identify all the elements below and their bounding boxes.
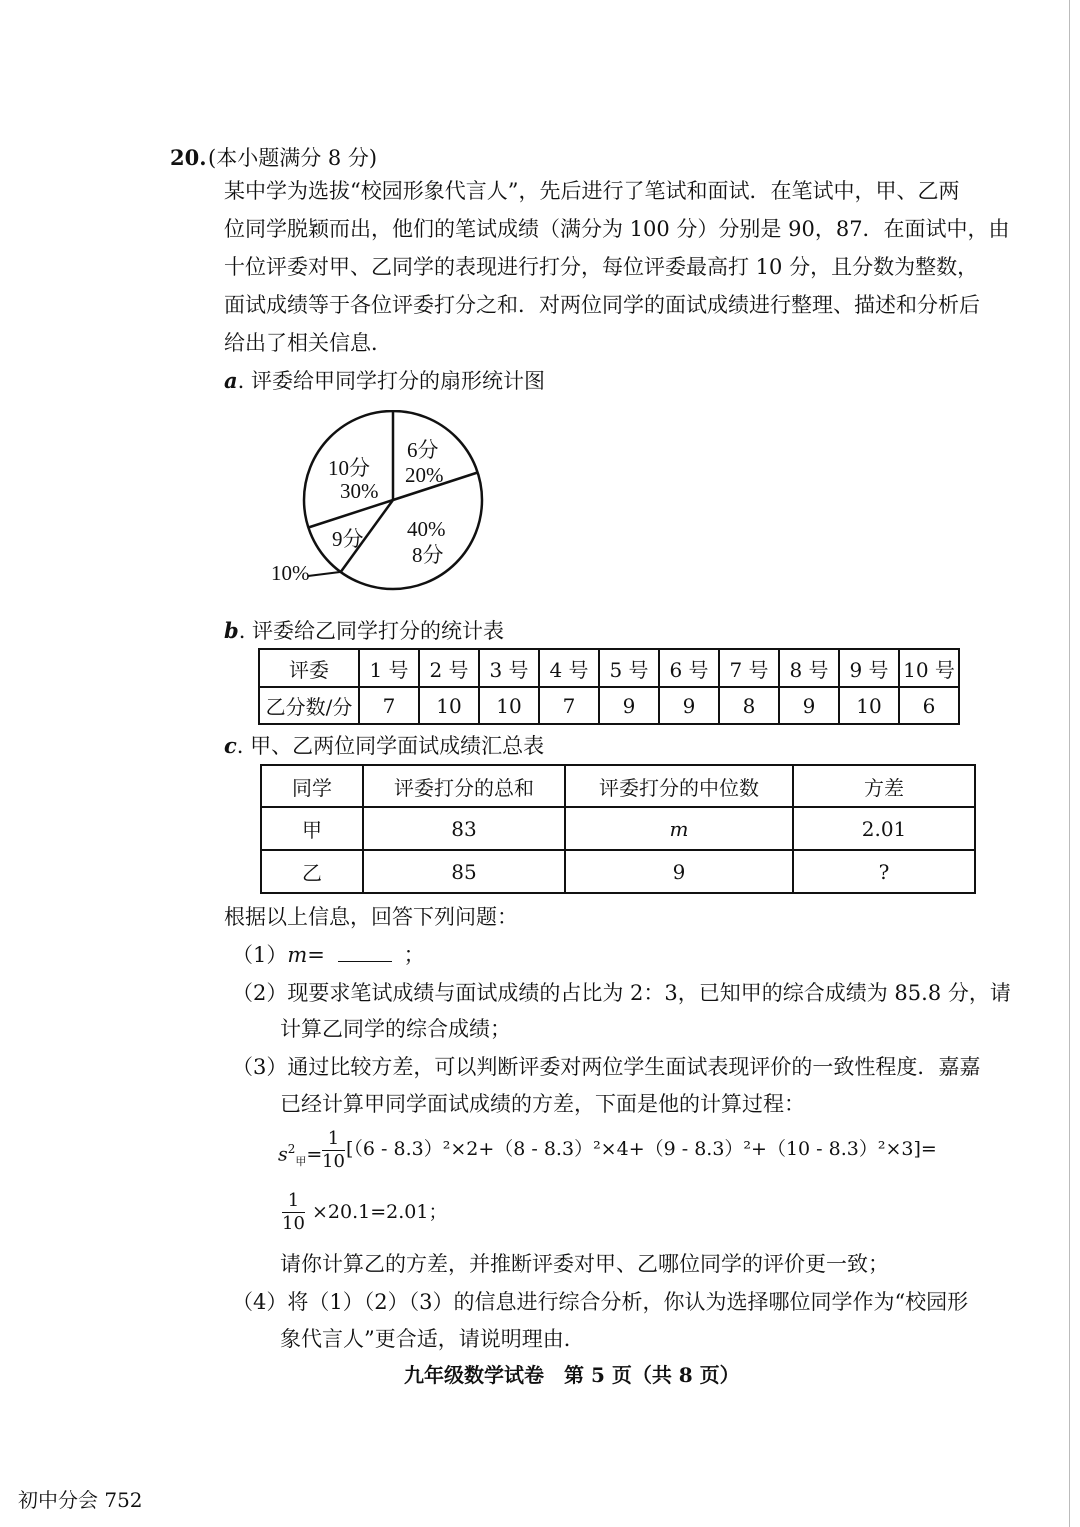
q1-line bbox=[232, 940, 425, 970]
table-b-cell: 9 bbox=[659, 687, 719, 724]
table-b-header-cell: 9 号 bbox=[839, 649, 899, 687]
slice-6-score-label: 6分 bbox=[407, 438, 439, 462]
table-c-row-yi bbox=[261, 850, 975, 893]
table-b-header-cell: 7 号 bbox=[719, 649, 779, 687]
part-b-label: b bbox=[224, 618, 239, 643]
table-b-header-cell: 1 号 bbox=[359, 649, 419, 687]
formula-frac2-num: 1 bbox=[282, 1190, 305, 1213]
part-b-title bbox=[224, 616, 504, 646]
formula-variance-symbol bbox=[278, 1135, 322, 1176]
q1-number: （1） bbox=[232, 943, 288, 967]
formula-result: ×20.1=2.01； bbox=[312, 1201, 448, 1223]
table-c-cell: m bbox=[565, 807, 793, 850]
table-b-cell: 8 bbox=[719, 687, 779, 724]
table-b-header-cell: 评委 bbox=[259, 649, 359, 687]
slice-9-leader-line bbox=[308, 572, 340, 576]
table-c-header-cell: 同学 bbox=[261, 765, 363, 807]
table-b-header-cell: 10 号 bbox=[899, 649, 959, 687]
formula-frac-num: 1 bbox=[322, 1128, 345, 1151]
formula-frac-den: 10 bbox=[322, 1151, 345, 1172]
part-a-label: a bbox=[224, 368, 238, 393]
slice-6-percent-label: 20% bbox=[405, 463, 444, 487]
slice-9-score-label: 9分 bbox=[332, 527, 364, 551]
points-note: (本小题满分 8 分) bbox=[208, 146, 378, 170]
intro-line-3: 十位评委对甲、乙同学的表现进行打分，每位评委最高打 10 分，且分数为整数， bbox=[224, 255, 979, 279]
q3-tail: 请你计算乙的方差，并推断评委对甲、乙哪位同学的评价更一致； bbox=[280, 1252, 889, 1276]
q3-line-1: （3）通过比较方差，可以判断评委对两位学生面试表现评价的一致性程度．嘉嘉 bbox=[232, 1055, 981, 1079]
q1-var: m bbox=[287, 943, 308, 967]
questions-lead: 根据以上信息，回答下列问题： bbox=[224, 905, 518, 929]
question-number: 20. bbox=[170, 145, 207, 170]
q4-line-1: （4）将（1）（2）（3）的信息进行综合分析，你认为选择哪位同学作为“校园形 bbox=[232, 1290, 969, 1314]
table-c-cell: 83 bbox=[363, 807, 565, 850]
table-c-row-jia bbox=[261, 807, 975, 850]
table-c-cell: 85 bbox=[363, 850, 565, 893]
formula-frac2-den: 10 bbox=[282, 1213, 305, 1234]
table-b-cell: 9 bbox=[779, 687, 839, 724]
table-c bbox=[260, 764, 976, 894]
q4-line-2: 象代言人”更合适，请说明理由． bbox=[280, 1327, 585, 1351]
table-b bbox=[258, 648, 960, 725]
q1-answer-blank[interactable] bbox=[338, 961, 392, 962]
intro-line-2: 位同学脱颖而出，他们的笔试成绩（满分为 100 分）分别是 90，87．在面试中，由 bbox=[224, 217, 1010, 241]
table-b-header-cell: 3 号 bbox=[479, 649, 539, 687]
table-b-cell: 10 bbox=[419, 687, 479, 724]
table-b-cell: 乙分数/分 bbox=[259, 687, 359, 724]
part-b-text: . 评委给乙同学打分的统计表 bbox=[238, 619, 505, 643]
table-c-cell: 2.01 bbox=[793, 807, 975, 850]
formula-eq: = bbox=[306, 1143, 323, 1166]
intro-line-1: 某中学为选拔“校园形象代言人”，先后进行了笔试和面试．在笔试中，甲、乙两 bbox=[224, 179, 960, 203]
table-b-cell: 7 bbox=[359, 687, 419, 724]
table-b-cell: 7 bbox=[539, 687, 599, 724]
table-b-cell: 9 bbox=[599, 687, 659, 724]
q1-end: ； bbox=[403, 943, 425, 967]
intro-line-5: 给出了相关信息． bbox=[224, 331, 392, 355]
slice-9-percent-label: 10% bbox=[271, 561, 310, 585]
table-b-cell: 10 bbox=[479, 687, 539, 724]
formula-sub: 甲 bbox=[295, 1155, 307, 1169]
table-b-header-cell: 8 号 bbox=[779, 649, 839, 687]
table-b-header-cell: 5 号 bbox=[599, 649, 659, 687]
table-c-cell: 甲 bbox=[261, 807, 363, 850]
watermark: 初中分会 752 bbox=[18, 1488, 143, 1512]
part-a-text: . 评委给甲同学打分的扇形统计图 bbox=[237, 369, 545, 393]
page-footer: 九年级数学试卷 第 5 页（共 8 页） bbox=[404, 1363, 740, 1387]
intro-line-4: 面试成绩等于各位评委打分之和．对两位同学的面试成绩进行整理、描述和分析后 bbox=[224, 293, 980, 317]
table-b-header-row bbox=[259, 649, 959, 687]
table-b-header-cell: 2 号 bbox=[419, 649, 479, 687]
table-b-header-cell: 4 号 bbox=[539, 649, 599, 687]
formula-sup: 2 bbox=[287, 1142, 296, 1156]
slice-8-percent-label: 40% bbox=[407, 517, 446, 541]
table-c-header-cell: 方差 bbox=[793, 765, 975, 807]
table-b-cell: 10 bbox=[839, 687, 899, 724]
table-b-header-cell: 6 号 bbox=[659, 649, 719, 687]
q3-line-2: 已经计算甲同学面试成绩的方差，下面是他的计算过程： bbox=[280, 1092, 805, 1116]
table-c-header-cell: 评委打分的中位数 bbox=[565, 765, 793, 807]
part-c-text: . 甲、乙两位同学面试成绩汇总表 bbox=[236, 734, 545, 758]
part-c-title bbox=[224, 731, 544, 761]
table-c-cell: ? bbox=[793, 850, 975, 893]
formula-fraction-2 bbox=[282, 1190, 305, 1235]
pie-chart bbox=[260, 410, 520, 610]
slice-8-score-label: 8分 bbox=[412, 543, 444, 567]
table-c-cell: 乙 bbox=[261, 850, 363, 893]
table-b-data-row bbox=[259, 687, 959, 724]
table-c-cell: 9 bbox=[565, 850, 793, 893]
table-c-header-cell: 评委打分的总和 bbox=[363, 765, 565, 807]
formula-fraction bbox=[322, 1128, 345, 1173]
slice-10-score-label: 10分 bbox=[328, 456, 370, 480]
page-edge-line bbox=[1069, 0, 1070, 1527]
formula-var: s bbox=[278, 1143, 288, 1166]
table-b-cell: 6 bbox=[899, 687, 959, 724]
q1-eq: = bbox=[307, 943, 325, 967]
formula-body: [（6 - 8.3）²×2+（8 - 8.3）²×4+（9 - 8.3）²+（10 - 8.3）²×3]= bbox=[346, 1138, 937, 1160]
slice-10-percent-label: 30% bbox=[340, 479, 379, 503]
table-c-header-row bbox=[261, 765, 975, 807]
q2-line-2: 计算乙同学的综合成绩； bbox=[280, 1017, 511, 1041]
pie-slice-boundary bbox=[308, 500, 393, 528]
part-c-label: c bbox=[224, 733, 237, 758]
q2-line-1: （2）现要求笔试成绩与面试成绩的占比为 2：3，已知甲的综合成绩为 85.8 分，请 bbox=[232, 981, 1011, 1005]
part-a-title bbox=[224, 366, 545, 396]
